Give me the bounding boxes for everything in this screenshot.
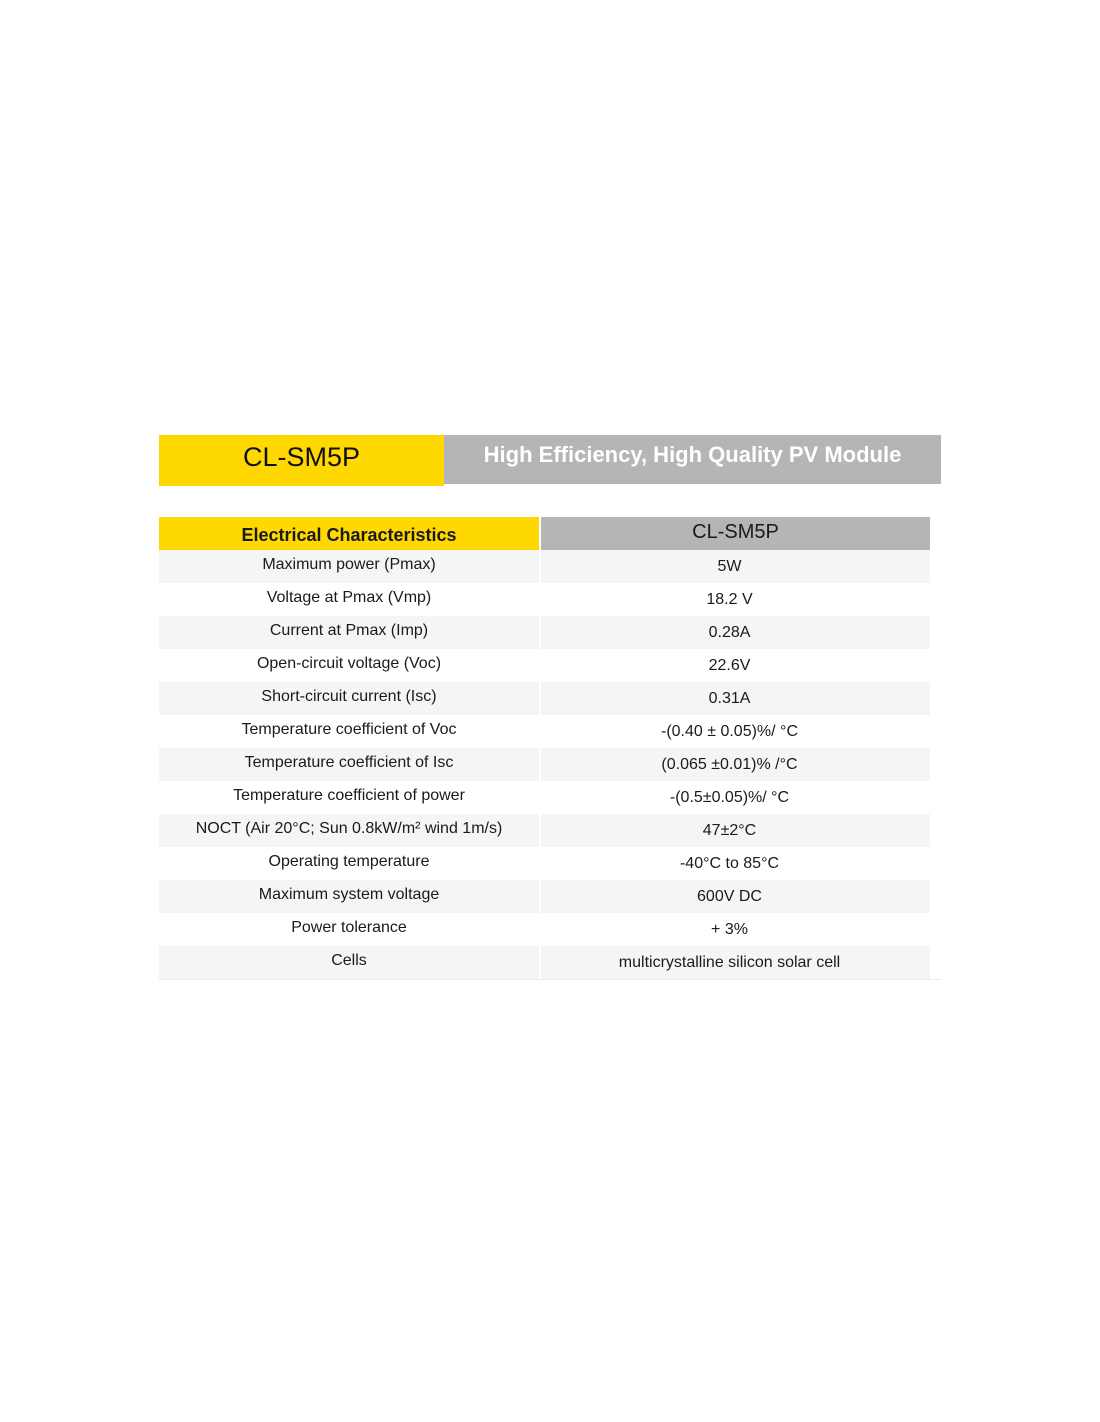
row-label: Open-circuit voltage (Voc) <box>256 655 442 672</box>
table-row <box>159 550 941 583</box>
table-row <box>159 880 941 913</box>
table-bottom-rule <box>159 979 941 980</box>
row-value: 600V DC <box>541 880 930 913</box>
table-row <box>159 715 941 748</box>
row-value: 47±2°C <box>541 814 930 847</box>
row-label: Power tolerance <box>291 919 407 936</box>
row-value: -40°C to 85°C <box>679 855 780 872</box>
row-value: 5W <box>541 550 930 583</box>
banner-tagline: High Efficiency, High Quality PV Module <box>444 435 941 484</box>
row-value: -(0.40 ± 0.05)%/ °C <box>660 723 798 740</box>
row-label: Current at Pmax (Imp) <box>159 616 539 649</box>
row-label: Maximum power (Pmax) <box>159 550 539 583</box>
row-value: -(0.5±0.05)%/ °C <box>669 789 790 806</box>
row-label: Temperature coefficient of Isc <box>159 748 539 781</box>
row-label: Voltage at Pmax (Vmp) <box>266 589 432 606</box>
table-row <box>159 814 941 847</box>
row-value: multicrystalline silicon solar cell <box>541 946 930 979</box>
row-value: 22.6V <box>708 657 751 674</box>
row-label: Short-circuit current (Isc) <box>159 682 539 715</box>
row-value: + 3% <box>711 921 748 938</box>
table-header-model: CL-SM5P <box>541 517 930 550</box>
row-label: Temperature coefficient of Voc <box>241 721 457 738</box>
table-row <box>159 616 941 649</box>
table-row <box>159 649 941 682</box>
table-header-label: Electrical Characteristics <box>159 517 539 550</box>
row-label: Cells <box>159 946 539 979</box>
row-value: 0.31A <box>541 682 930 715</box>
table-header-row <box>159 517 941 550</box>
row-label: NOCT (Air 20°C; Sun 0.8kW/m² wind 1m/s) <box>159 814 539 847</box>
row-value: 0.28A <box>541 616 930 649</box>
row-label: Temperature coefficient of power <box>233 787 465 804</box>
row-value: 18.2 V <box>706 591 753 608</box>
product-banner <box>159 435 941 486</box>
row-label: Maximum system voltage <box>159 880 539 913</box>
table-row <box>159 583 941 616</box>
table-row <box>159 946 941 979</box>
table-row <box>159 781 941 814</box>
table-row <box>159 913 941 946</box>
table-row <box>159 682 941 715</box>
electrical-characteristics-table <box>159 517 941 980</box>
row-value: (0.065 ±0.01)% /°C <box>541 748 930 781</box>
table-row <box>159 748 941 781</box>
row-label: Operating temperature <box>268 853 430 870</box>
table-row <box>159 847 941 880</box>
banner-model-name: CL-SM5P <box>159 435 444 486</box>
